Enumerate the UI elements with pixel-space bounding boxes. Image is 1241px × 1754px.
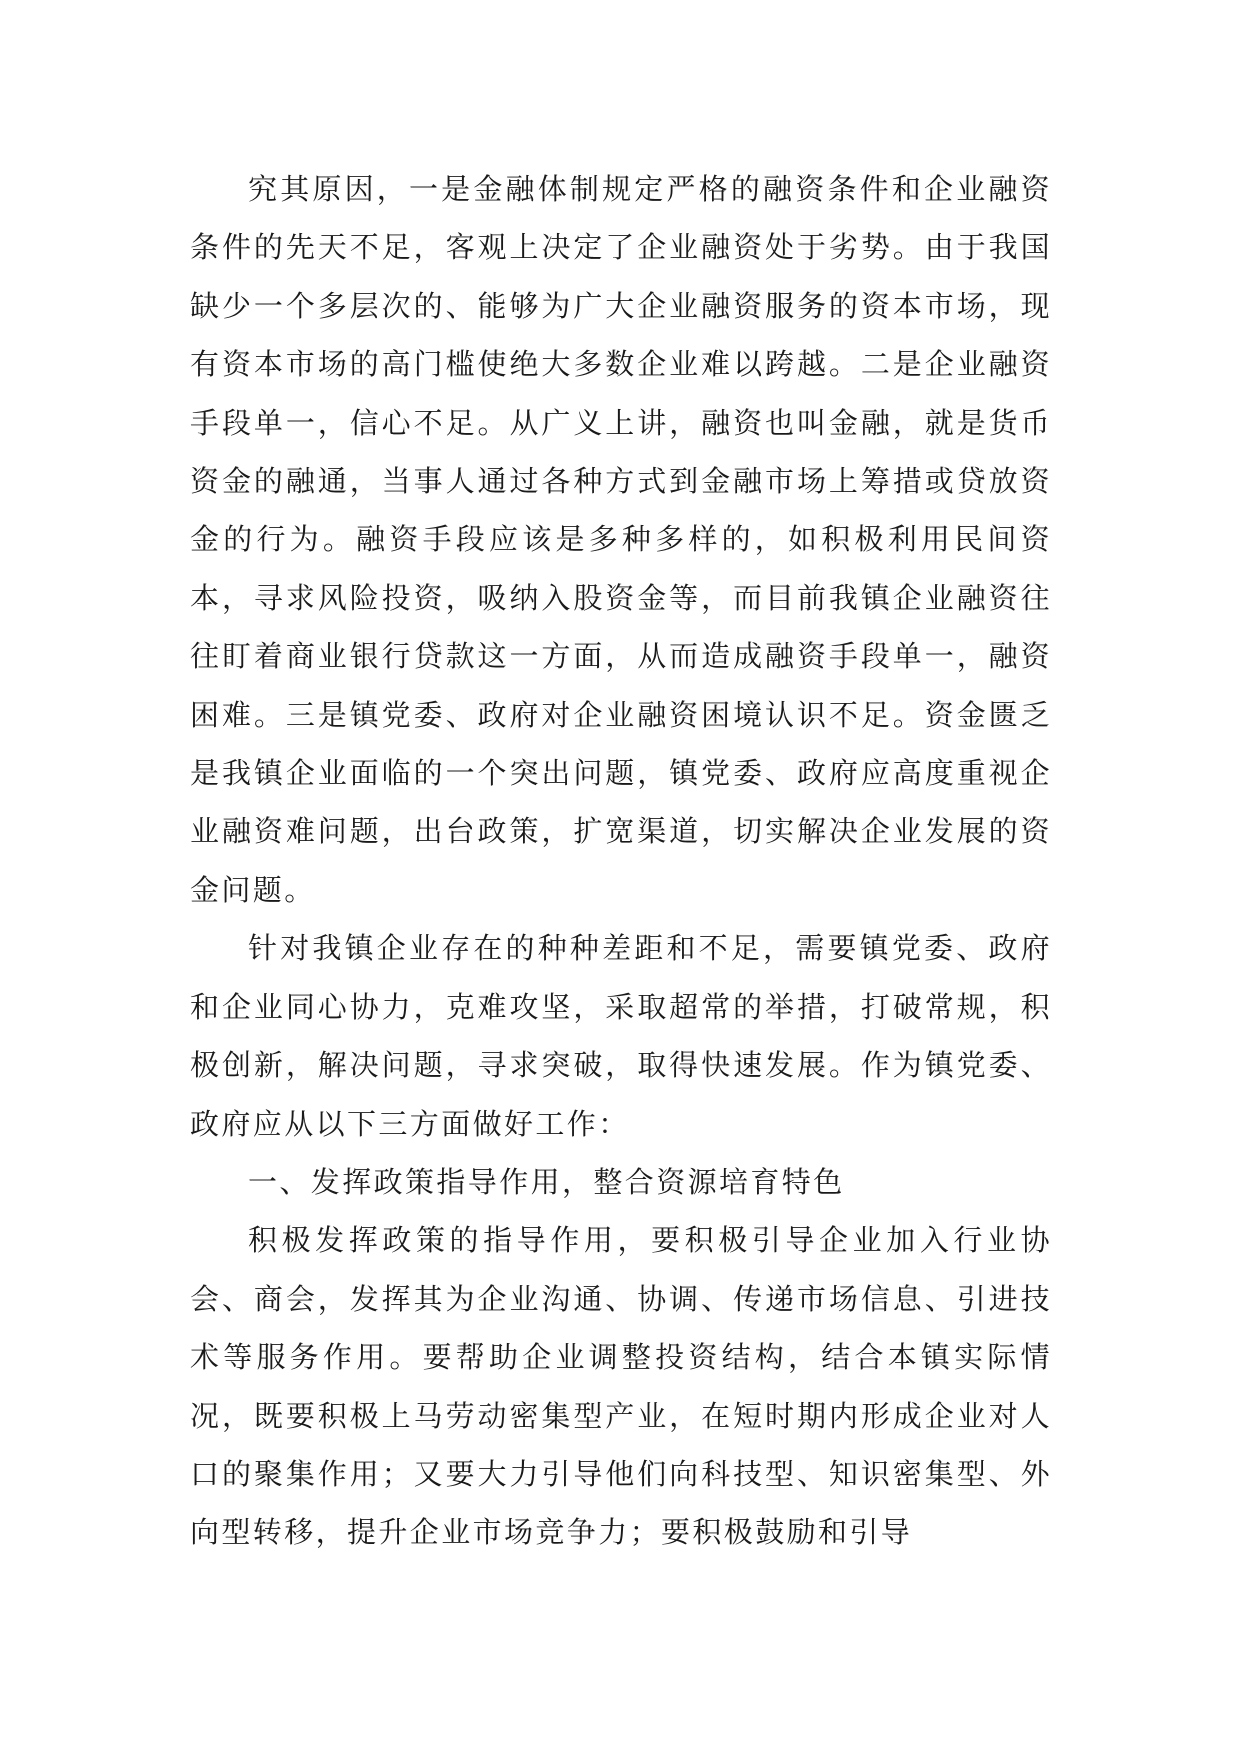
paragraph-causes: 究其原因，一是金融体制规定严格的融资条件和企业融资条件的先天不足，客观上决定了企业融资处于劣势。由于我国缺少一个多层次的、能够为广大企业融资服务的资本市场，现有资本市场的高门槛使绝大多数企业难以跨越。二是企业融资手段单一，信心不足。从广义上讲，融资也叫金融，就是货币资金的融通，当事人通过各种方式到金融市场上筹措或贷放资金的行为。融资手段应该是多种多样的，如积极利用民间资本，寻求风险投资，吸纳入股资金等，而目前我镇企业融资往往盯着商业银行贷款这一方面，从而造成融资手段单一，融资困难。三是镇党委、政府对企业融资困境认识不足。资金匮乏是我镇企业面临的一个突出问题，镇党委、政府应高度重视企业融资难问题，出台政策，扩宽渠道，切实解决企业发展的资金问题。 bbox=[190, 172, 1052, 907]
document-page bbox=[190, 160, 1052, 1562]
paragraph-policy-guidance: 积极发挥政策的指导作用，要积极引导企业加入行业协会、商会，发挥其为企业沟通、协调、传递市场信息、引进技术等服务作用。要帮助企业调整投资结构，结合本镇实际情况，既要积极上马劳动密集型产业，在短时期内形成企业对人口的聚集作用；又要大力引导他们向科技型、知识密集型、外向型转移，提升企业市场竞争力；要积极鼓励和引导 bbox=[190, 1223, 1052, 1550]
section-heading-1: 一、发挥政策指导作用，整合资源培育特色 bbox=[248, 1164, 845, 1199]
paragraph-measures-intro: 针对我镇企业存在的种种差距和不足，需要镇党委、政府和企业同心协力，克难攻坚，采取超常的举措，打破常规，积极创新，解决问题，寻求突破，取得快速发展。作为镇党委、政府应从以下三方面做好工作： bbox=[190, 931, 1052, 1141]
